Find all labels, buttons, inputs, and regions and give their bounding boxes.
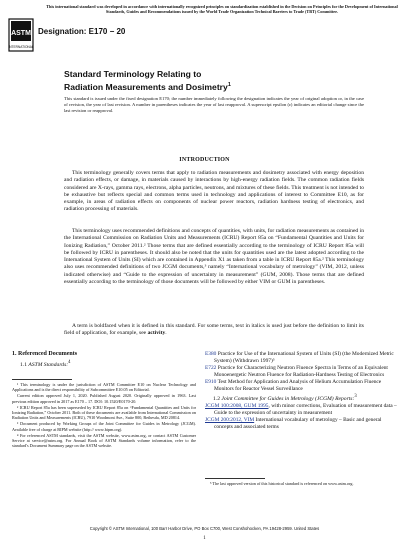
- standard-title: [64, 69, 364, 92]
- title-line-2: Radiation Measurements and Dosimetry: [64, 81, 228, 92]
- footnote: ² ICRU Report 85a has been superseded by ICRU Report 85a on “Fundamental Quantities and Units for Ionizing Radiation,” October 2011. Both of these documents are available from International Commission on Radiation Units and Measurements (ICRU), 7910 Woodmont Ave., Suite 800, Bethesda, MD 20814.: [12, 404, 196, 421]
- intro-paragraph-3-text: A term is boldfaced when it is defined in this standard. For some terms, text in italics is used just before the definition to limit its field of application, for example, see: [64, 323, 364, 337]
- reference-item[interactable]: E380 Practice for Use of the International System of Units (SI) (the Modernized Metric System) (Withdrawn 1997)⁵: [205, 351, 394, 364]
- footnote: ³ Document produced by Working Groups of the Joint Committee for Guides in Metrology (JCGM). Available free of charge at BIPM website (http:// www.bipm.org).: [12, 421, 196, 432]
- intro-paragraph-3: A term is boldfaced when it is defined in this standard. For some terms, text in italics is used just before the definition to limit its field of application, for example, see activity.: [64, 323, 364, 337]
- footnote: ⁵ The last approved version of this historical standard is referenced on www.astm.org.: [210, 481, 354, 486]
- reference-code-link[interactable]: JCGM 100:2008, GUM 1995: [205, 403, 269, 410]
- wto-principles-notice: This international standard was developed in accordance with internationally recognized principles on standardization established in the Decision on Principles for the Development of International Standards, Guides and Recommendations issued by the World Trade Organization Technical Barriers to Trade (TBT) Committee.: [46, 4, 398, 15]
- footnote: ⁴ For referenced ASTM standards, visit the ASTM website, www.astm.org, or contact ASTM Customer Service at service@astm.org. For Annual Book of ASTM Standards volume information, refer to the standard's Document Summary page on the ASTM website.: [12, 432, 196, 449]
- intro-paragraph-1: This terminology generally covers terms that apply to radiation measurements and dosimetry associated with energy deposition and radiation effects, or damage, in materials caused by interactions by high-energy radiation fields. The common radiation fields considered are X-rays, gamma rays, electrons, alpha particles, neutrons, and mixtures of these fields. This treatment is not intended to be exhaustive but reflects special and common terms used in technology and applications of interest to Committee E10, as for example, in areas of radiation effects on components of nuclear power reactors, radiation hardness testing of electronics, and radiation processing of materials.: [64, 170, 364, 213]
- reference-code-link[interactable]: E380: [205, 351, 217, 357]
- designation: Designation: E170 − 20: [38, 27, 126, 36]
- reference-code-link[interactable]: E910: [205, 379, 217, 386]
- astm-logo: [8, 18, 34, 52]
- designation-note: This standard is issued under the fixed designation E170; the number immediately following the designation indicates the year of original adoption or, in the case of revision, the year of last revision. A number in parentheses indicates the year of last reapproval. A superscript epsilon (ε) indicates an editorial change since the last revision or reapproval.: [64, 96, 364, 113]
- footnote-rule-right: [205, 478, 265, 479]
- term-activity-link[interactable]: activity: [147, 330, 166, 337]
- reference-code-link[interactable]: E722: [205, 365, 217, 372]
- astm-standards-label: 1.1 ASTM Standards:$^4$: [20, 360, 71, 368]
- title-line-1: Standard Terminology Relating to: [64, 69, 202, 79]
- footnotes-left: [12, 382, 196, 449]
- reference-item[interactable]: JCGM 100:2008, GUM 1995, with minor corrections, Evaluation of measurement data – Guide to the expression of uncertainty in measurement: [205, 403, 397, 416]
- footnote-rule-left: [12, 379, 72, 380]
- intro-paragraph-2: This terminology uses recommended definitions and concepts of quantities, with units, for radiation measurements as contained in the International Commission on Radiation Units and Measurements (ICRU) Report 85a on “Fundamental Quantities and Units for Ionizing Radiation,” October 2011.² Those terms that are defined essentially according to the terminology of ICRU Report 85a will be followed by ICRU in parentheses. It should also be noted that the units for quantities used are the latest adopted according to the International System of Units (SI) which are contained in Appendix X1 as taken from a table in ICRU Report 85a.² This terminology also uses recommended definitions of two JCGM documents,³ namely “International vocabulary of metrology” (VIM, 2012, unless indicated otherwise) and “Guide to the expression of uncertainty in measurement” (GUM, 2008). Those terms that are defined essentially according to the terminology of those documents will be followed by either VIM or GUM in parentheses.: [64, 228, 364, 286]
- footnote: ¹ This terminology is under the jurisdiction of ASTM Committee E10 on Nuclear Technology and Applications and is the direct responsibility of Subcommittee E10.05 on Editorial.: [12, 382, 196, 393]
- referenced-documents-heading: 1. Referenced Documents: [12, 351, 78, 357]
- logo-text-bottom: INTERNATIONAL: [8, 45, 34, 49]
- footnotes-right: [205, 481, 399, 487]
- reference-item[interactable]: E722 Practice for Characterizing Neutron Fluence Spectra in Terms of an Equivalent Monoenergetic Neutron Fluence for Radiation-Hardness Testing of Electronics: [205, 365, 388, 378]
- referenced-documents-right: [205, 351, 399, 431]
- introduction-heading: INTRODUCTION: [179, 157, 230, 163]
- logo-text-top: ASTM: [11, 30, 31, 37]
- reference-code-link[interactable]: JCGM 200:2012, VIM: [205, 417, 255, 424]
- astm-logo-icon: [8, 18, 34, 52]
- reference-item[interactable]: JCGM 200:2012, VIM International vocabulary of metrology – Basic and general concepts and associated terms: [205, 417, 382, 431]
- copyright-footer: Copyright © ASTM International, 100 Barr Harbor Drive, PO Box C700, West Conshohocken, PA 19428-2959. United States: [89, 526, 320, 531]
- page-number: 1: [203, 536, 206, 541]
- referenced-documents-left: [12, 351, 196, 369]
- title-footnote-mark[interactable]: 1: [227, 81, 231, 88]
- reference-item[interactable]: E910 Test Method for Application and Analysis of Helium Accumulation Fluence Monitors for Reactor Vessel Surveillance: [205, 379, 382, 392]
- footnote: Current edition approved July 1, 2020. Published August 2020. Originally approved in 1963. Last previous edition approved in 2017 as E170 – 17. DOI: 10.1520/E0170-20.: [12, 393, 196, 404]
- jcgm-reports-label: 1.2 Joint Committee for Guides in Metrology (JCGM) Reports:$^3$: [213, 394, 357, 403]
